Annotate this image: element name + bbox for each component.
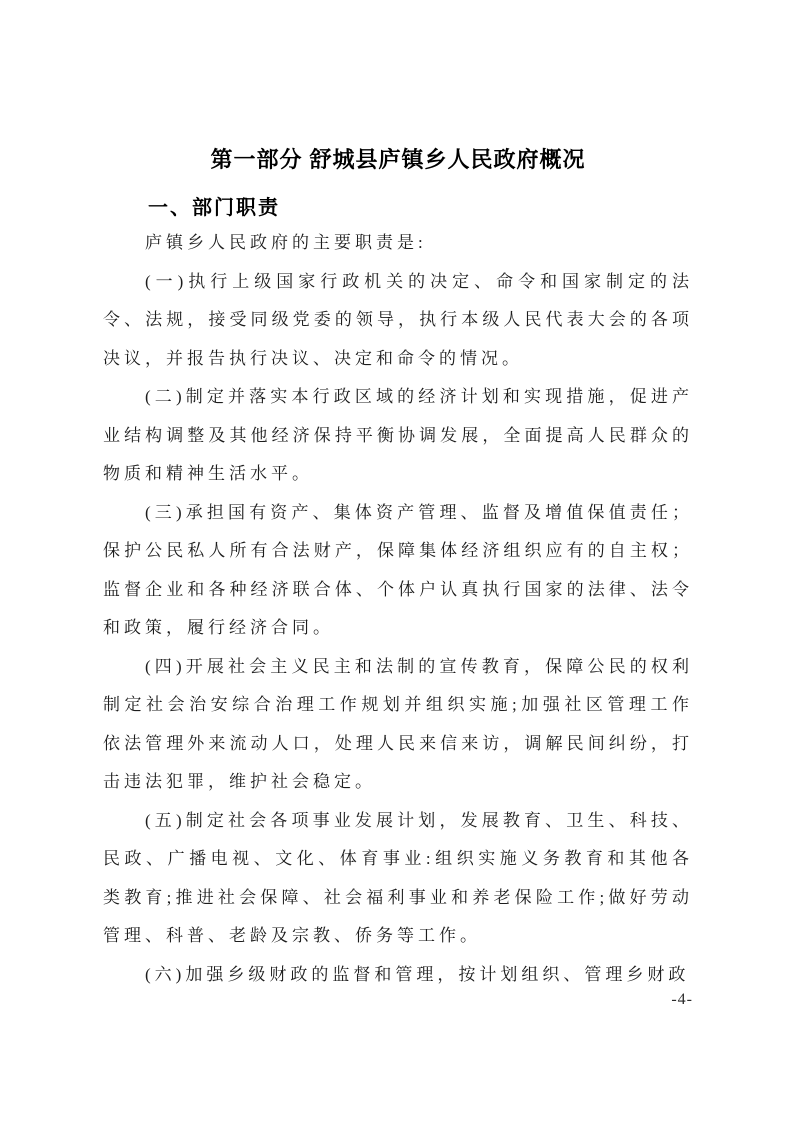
document-title: 第一部分 舒城县庐镇乡人民政府概况 (210, 147, 586, 172)
paragraph-item-2: (二)制定并落实本行政区域的经济计划和实现措施，促进产业结构调整及其他经济保持平衡协调发展，全面提高人民群众的物质和精神生活水平。 (103, 387, 693, 483)
paragraph-intro: 庐镇乡人民政府的主要职责是: (145, 233, 427, 252)
paragraph-item-1: (一)执行上级国家行政机关的决定、命令和国家制定的法令、法规，接受同级党委的领导，执行本级人民代表大会的各项决议，并报告执行决议、决定和命令的情况。 (103, 271, 693, 368)
section-heading-duties: 一、部门职责 (148, 197, 280, 219)
paragraph-item-4: (四)开展社会主义民主和法制的宣传教育，保障公民的权利制定社会治安综合治理工作规划并组织实施;加强社区管理工作依法管理外来流动人口，处理人民来信来访，调解民间纠纷，打击违法犯罪，维护社会稳定。 (103, 656, 693, 791)
paragraph-item-3: (三)承担国有资产、集体资产管理、监督及增值保值责任；保护公民私人所有合法财产，保障集体经济组织应有的自主权；监督企业和各种经济联合体、个体户认真执行国家的法律、法令和政策，履行经济合同。 (103, 502, 693, 637)
document-content (0, 146, 793, 994)
page-number: -4- (671, 991, 693, 1008)
paragraph-item-6: (六)加强乡级财政的监督和管理，按计划组织、管理乡财政 (145, 964, 690, 984)
document-body (103, 224, 693, 994)
paragraph-item-5: (五)制定社会各项事业发展计划，发展教育、卫生、科技、民政、广播电视、文化、体育事业:组织实施义务教育和其他各类教育;推进社会保障、社会福利事业和养老保险工作;做好劳动管理、科普、老龄及宗教、侨务等工作。 (103, 810, 693, 945)
